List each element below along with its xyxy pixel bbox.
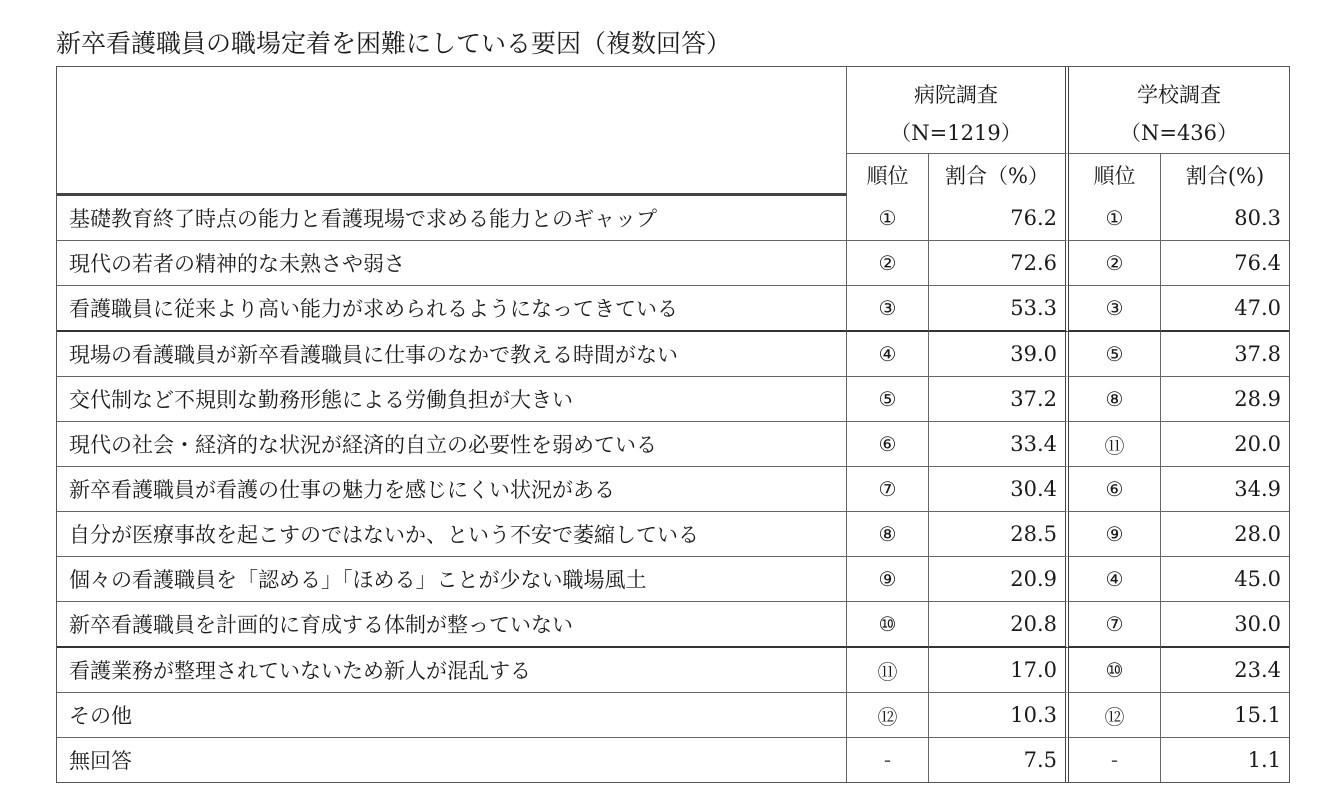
school-percent: 37.8	[1161, 332, 1289, 377]
school-percent: 76.4	[1161, 241, 1289, 286]
row-item: その他	[57, 693, 847, 738]
row-item: 基礎教育終了時点の能力と看護現場で求める能力とのギャップ	[57, 196, 847, 241]
hospital-rank: ④	[847, 332, 929, 377]
row-item: 現代の若者の精神的な未熟さや弱さ	[57, 241, 847, 286]
table-row	[57, 557, 1289, 602]
row-item: 現場の看護職員が新卒看護職員に仕事のなかで教える時間がない	[57, 332, 847, 377]
page-title: 新卒看護職員の職場定着を困難にしている要因（複数回答）	[56, 29, 732, 58]
school-survey-header: 学校調査	[1137, 83, 1221, 107]
school-percent: 15.1	[1161, 693, 1289, 738]
hospital-rank: ⑦	[847, 467, 929, 512]
hospital-survey-header: 病院調査	[847, 67, 1069, 111]
school-rank: ①	[1069, 196, 1161, 241]
school-sample-size: （N=436）	[1069, 111, 1289, 154]
hospital-percent: 39.0	[929, 332, 1069, 377]
table-row	[57, 377, 1289, 422]
school-percent: 1.1	[1247, 748, 1281, 772]
hospital-percent: 33.4	[929, 422, 1069, 467]
school-rank-header: 順位	[1069, 154, 1161, 196]
school-percent: 47.0	[1161, 286, 1289, 332]
school-rank: ③	[1069, 286, 1161, 332]
school-percent: 80.3	[1161, 196, 1289, 241]
hospital-rank: ⑧	[847, 512, 929, 557]
survey-table	[56, 66, 1290, 783]
hospital-percent-header: 割合（%）	[929, 154, 1069, 196]
school-percent: 20.0	[1161, 422, 1289, 467]
table-row	[57, 467, 1289, 512]
hospital-percent: 53.3	[929, 286, 1069, 332]
school-rank: ⑪	[1069, 422, 1161, 467]
row-item: 現代の社会・経済的な状況が経済的自立の必要性を弱めている	[57, 422, 847, 467]
hospital-rank: ⑥	[847, 422, 929, 467]
header-blank-cell	[57, 67, 847, 196]
hospital-rank: ⑤	[847, 377, 929, 422]
table-row	[57, 648, 1289, 693]
school-percent: 23.4	[1161, 648, 1289, 693]
row-item: 自分が医療事故を起こすのではないか、という不安で萎縮している	[57, 512, 847, 557]
school-rank: ⑦	[1069, 602, 1161, 648]
school-percent: 45.0	[1161, 557, 1289, 602]
table-row	[57, 241, 1289, 286]
hospital-percent: 7.5	[929, 738, 1069, 782]
row-item: 看護業務が整理されていないため新人が混乱する	[57, 648, 847, 693]
school-rank: ⑩	[1069, 648, 1161, 693]
hospital-percent: 28.5	[929, 512, 1069, 557]
school-percent: 28.0	[1161, 512, 1289, 557]
school-rank: ⑨	[1069, 512, 1161, 557]
hospital-sample-size: （N=1219）	[847, 111, 1069, 154]
hospital-percent: 20.9	[929, 557, 1069, 602]
school-percent-header: 割合(%)	[1185, 164, 1265, 188]
row-item: 無回答	[57, 738, 847, 782]
table-row	[57, 693, 1289, 738]
hospital-percent: 37.2	[929, 377, 1069, 422]
table-row	[57, 738, 1289, 782]
school-rank: ⑧	[1069, 377, 1161, 422]
hospital-percent: 20.8	[929, 602, 1069, 648]
school-rank: ⑫	[1069, 693, 1161, 738]
school-rank: -	[1069, 738, 1161, 782]
table-row	[57, 196, 1289, 241]
row-item: 新卒看護職員が看護の仕事の魅力を感じにくい状況がある	[57, 467, 847, 512]
hospital-percent: 17.0	[929, 648, 1069, 693]
table-row	[57, 286, 1289, 332]
row-item: 新卒看護職員を計画的に育成する体制が整っていない	[57, 602, 847, 648]
hospital-rank: -	[847, 738, 929, 782]
table-row	[57, 512, 1289, 557]
school-percent: 34.9	[1161, 467, 1289, 512]
hospital-percent: 30.4	[929, 467, 1069, 512]
hospital-percent: 10.3	[929, 693, 1069, 738]
row-item: 交代制など不規則な勤務形態による労働負担が大きい	[57, 377, 847, 422]
table-row	[57, 332, 1289, 377]
hospital-percent: 72.6	[929, 241, 1069, 286]
school-rank: ⑤	[1069, 332, 1161, 377]
hospital-rank: ⑪	[847, 648, 929, 693]
hospital-rank: ①	[847, 196, 929, 241]
school-rank: ④	[1069, 557, 1161, 602]
hospital-rank: ③	[847, 286, 929, 332]
hospital-rank-header: 順位	[847, 154, 929, 196]
table-row	[57, 422, 1289, 467]
row-item: 看護職員に従来より高い能力が求められるようになってきている	[57, 286, 847, 332]
hospital-rank: ②	[847, 241, 929, 286]
hospital-percent: 76.2	[929, 196, 1069, 241]
hospital-rank: ⑩	[847, 602, 929, 648]
school-percent: 30.0	[1161, 602, 1289, 648]
table-row	[57, 602, 1289, 648]
row-item: 個々の看護職員を「認める」「ほめる」ことが少ない職場風土	[57, 557, 847, 602]
hospital-rank: ⑫	[847, 693, 929, 738]
school-percent: 28.9	[1161, 377, 1289, 422]
school-rank: ②	[1069, 241, 1161, 286]
hospital-rank: ⑨	[847, 557, 929, 602]
school-rank: ⑥	[1069, 467, 1161, 512]
